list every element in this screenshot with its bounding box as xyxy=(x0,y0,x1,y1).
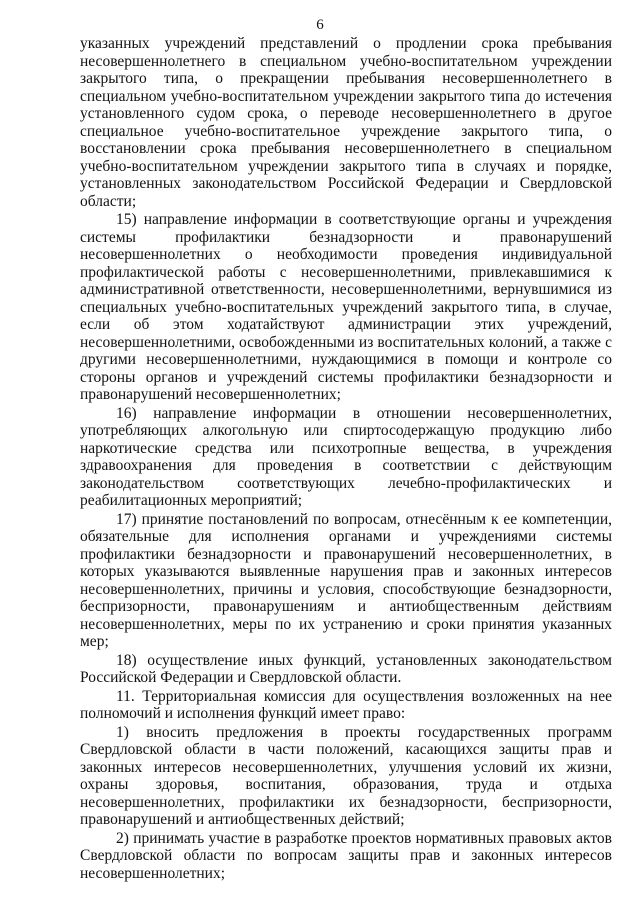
paragraph-item-16: 16) направление информации в отношении несовершеннолетних, употребляющих алкогольную или спиртосодержащую продукцию либо наркотические средства или психотропные вещества, в учреждения здравоохранения для проведения в соответствии с действующим законодательством соответствующих лечебно-профилактических и реабилитационных мероприятий; xyxy=(80,404,612,509)
document-body xyxy=(80,35,612,882)
paragraph-section-11: 11. Территориальная комиссия для осуществления возложенных на нее полномочий и исполнения функций имеет право: xyxy=(80,687,612,722)
paragraph-right-1: 1) вносить предложения в проекты государственных программ Свердловской области в части положений, касающихся защиты прав и законных интересов несовершеннолетних, улучшения условий их жизни, охраны здоровья, воспитания, образования, труда и отдыха несовершеннолетних, профилактики их безнадзорности, беспризорности, правонарушений и антиобщественных действий; xyxy=(80,723,612,828)
paragraph-item-15: 15) направление информации в соответствующие органы и учреждения системы профилактики безнадзорности и правонарушений несовершеннолетних о необходимости проведения индивидуальной профилактической работы с несовершеннолетними, привлекавшимися к административной ответственности, несовершеннолетними, вернувшимися из специальных учебно-воспитательных учреждений закрытого типа, в случае, если об этом ходатайствуют администрации этих учреждений, несовершеннолетними, освобожденными из воспитательных колоний, а также с другими несовершеннолетними, нуждающимися в помощи и контроле со стороны органов и учреждений системы профилактики безнадзорности и правонарушений несовершеннолетних; xyxy=(80,211,612,403)
paragraph-item-18: 18) осуществление иных функций, установленных законодательством Российской Федерации и Свердловской области. xyxy=(80,651,612,686)
page-number: 6 xyxy=(316,17,324,33)
paragraph-item-17: 17) принятие постановлений по вопросам, отнесённым к ее компетенции, обязательные для исполнения органами и учреждениями системы профилактики безнадзорности и правонарушений несовершеннолетних, в которых указываются выявленные нарушения прав и законных интересов несовершеннолетних, причины и условия, способствующие безнадзорности, беспризорности, правонарушениям и антиобщественным действиям несовершеннолетних, меры по их устранению и сроки принятия указанных мер; xyxy=(80,510,612,650)
paragraph-continuation: указанных учреждений представлений о продлении срока пребывания несовершеннолетнего в специальном учебно-воспитательном учреждении закрытого типа, о прекращении пребывания несовершеннолетнего в специальном учебно-воспитательном учреждении закрытого типа до истечения установленного судом срока, о переводе несовершеннолетнего в другое специальное учебно-воспитательное учреждение закрытого типа, о восстановлении срока пребывания несовершеннолетнего в специальном учебно-воспитательном учреждении закрытого типа в случаях и порядке, установленных законодательством Российской Федерации и Свердловской области; xyxy=(80,35,612,210)
paragraph-right-2: 2) принимать участие в разработке проектов нормативных правовых актов Свердловской области по вопросам защиты прав и законных интересов несовершеннолетних; xyxy=(80,829,612,882)
